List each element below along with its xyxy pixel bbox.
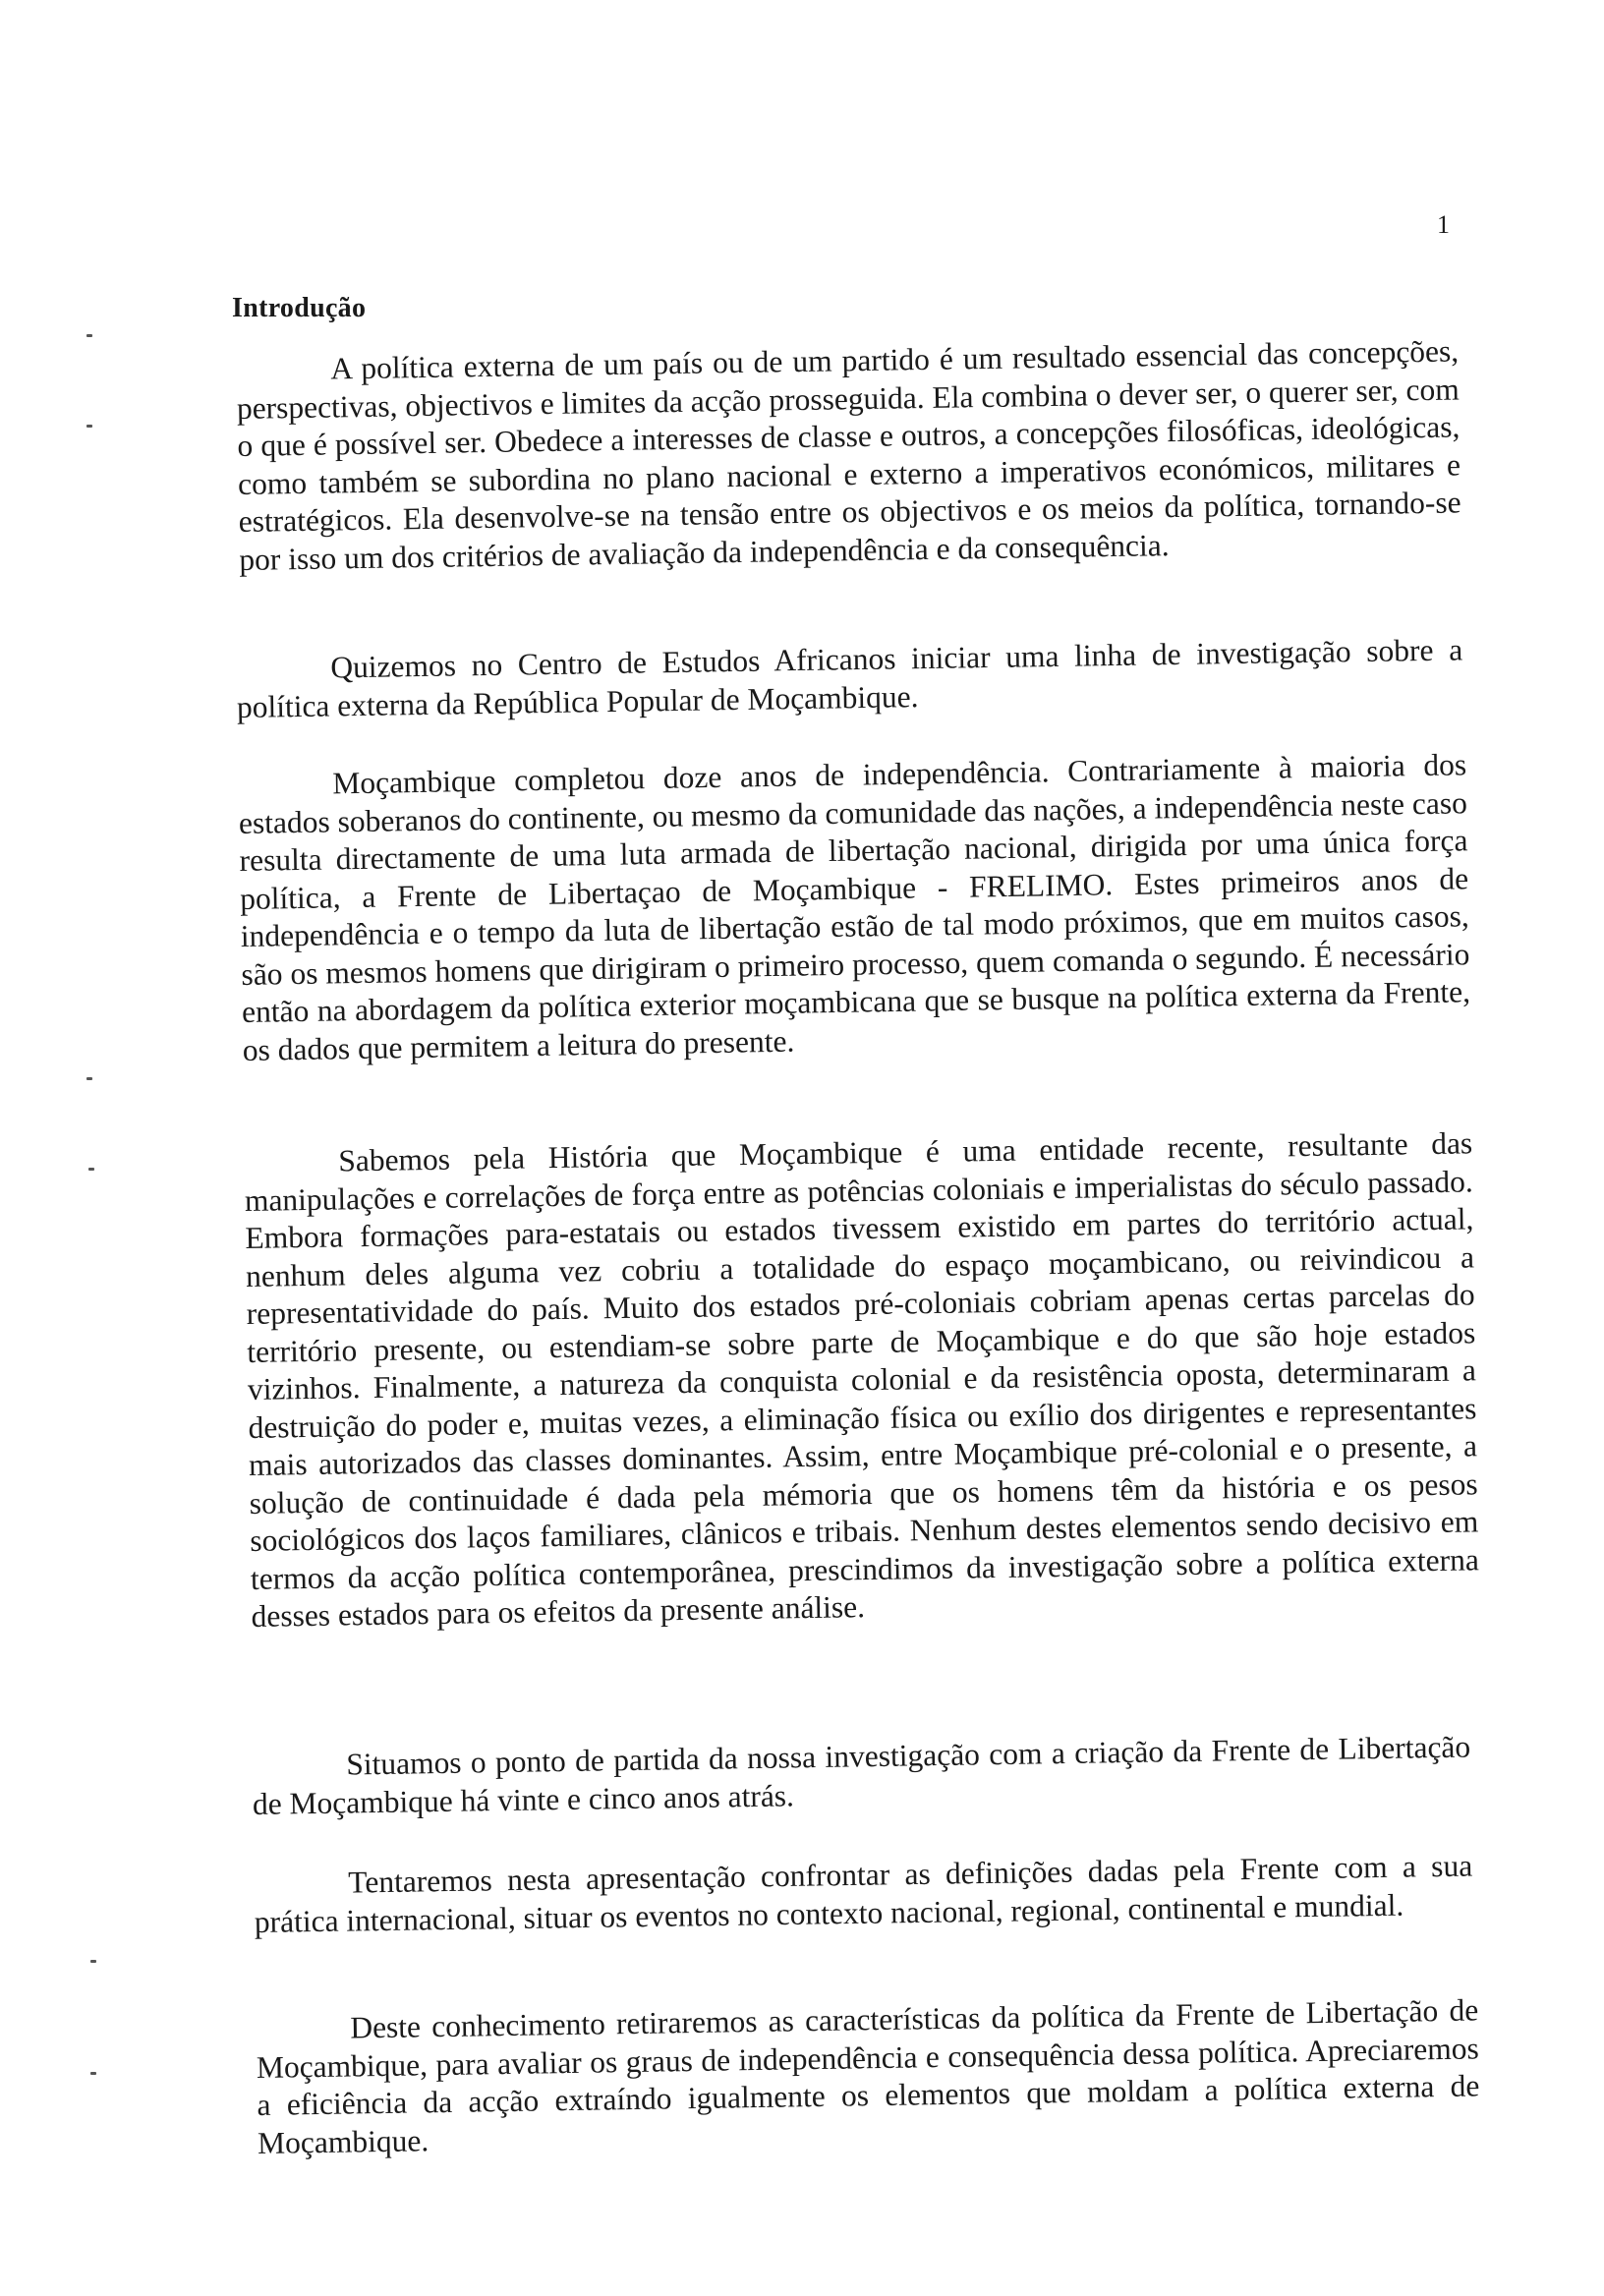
- scan-mark: [90, 2072, 96, 2075]
- page-number: 1: [1437, 210, 1450, 239]
- scan-mark: [88, 1168, 94, 1171]
- paragraph-3-text: Moçambique completou doze anos de independência. Contrariamente à maioria dos estados soberanos do continente, ou mesmo da comunidade das nações, a independência neste caso resulta directamente de uma luta armada de libertação nacional, dirigida por uma única força política, a Frente de Libertaçao de Moçambique - FRELIMO. Estes primeiros anos de independência e o tempo da luta de libertação estão de tal modo próximos, que em muitos casos, são os mesmos homens que dirigiram o primeiro processo, quem comanda o segundo. É necessário então na abordagem da política exterior moçambicana que se busque na política externa da Frente, os dados que permitem a leitura do presente.: [238, 747, 1471, 1067]
- paragraph-indent: [236, 677, 330, 679]
- paragraph-7: [256, 1991, 1480, 2162]
- paragraph-indent: [254, 1893, 348, 1894]
- paragraph-7-text: Deste conhecimento retiraremos as características da política da Frente de Libertação de Moçambique, para avaliar os graus de independência e consequência dessa política. Apreciaremos a eficiência da acção extraíndo igualmente os elementos que moldam a política externa de Moçambique.: [256, 1992, 1480, 2160]
- paragraph-1: [236, 332, 1461, 579]
- paragraph-indent: [244, 1171, 338, 1173]
- paragraph-4-text: Sabemos pela História que Moçambique é uma entidade recente, resultante das manipulações e correlações de força entre as potências coloniais e imperialistas do século passado. Embora formações para-estatais ou estados tivessem existido em partes do território actual, nenhum deles alguma vez cobriu a totalidade do espaço moçambicano, ou reivindicou a representatividade do país. Muito dos estados pré-coloniais cobriam apenas certas parcelas do território presente, ou estendiam-se sobre parte de Moçambique e do que são hoje estados vizinhos. Finalmente, a natureza da conquista colonial e da resistência oposta, determinaram a destruição do poder e, muitas vezes, a eliminação física ou exílio dos dirigentes e representantes mais autorizados das classes dominantes. Assim, entre Moçambique pré-colonial e o presente, a solução de continuidade é dada pela mémoria que os homens têm da história e os pesos sociológicos dos laços familiares, clânicos e tribais. Nenhum destes elementos sendo decisivo em termos da acção política contemporânea, prescindimos da investigação sobre a política externa desses estados para os efeitos da presente análise.: [244, 1125, 1480, 1634]
- paragraph-5: [252, 1729, 1471, 1823]
- paragraph-indent: [238, 793, 332, 795]
- section-heading: Introdução: [232, 293, 367, 323]
- paragraph-indent: [252, 1774, 346, 1776]
- paragraph-2-text: Quizemos no Centro de Estudos Africanos iniciar uma linha de investigação sobre a política externa da República Popular de Moçambique.: [236, 632, 1463, 724]
- scan-mark: [86, 425, 92, 428]
- paragraph-4: [244, 1124, 1480, 1636]
- paragraph-3: [238, 746, 1471, 1069]
- scan-mark: [86, 1077, 92, 1080]
- paragraph-indent: [236, 378, 330, 380]
- scan-mark: [86, 334, 92, 337]
- paragraph-1-text: A política externa de um país ou de um partido é um resultado essencial das concepções, perspectivas, objectivos e limites da acção prosseguida. Ela combina o dever ser, o querer ser, com o que é possível ser. Obedece a interesses de classe e outros, a concepções filosóficas, ideológicas, como também se subordina no plano nacional e externo a imperativos económicos, militares e estratégicos. Ela desenvolve-se na tensão entre os objectivos e os meios da política, tornando-se por isso um dos critérios de avaliação da independência e da consequência.: [236, 333, 1461, 577]
- paragraph-6: [254, 1848, 1473, 1941]
- paragraph-indent: [256, 2038, 350, 2039]
- scan-mark: [90, 1960, 96, 1963]
- paragraph-5-text: Situamos o ponto de partida da nossa investigação com a criação da Frente de Libertação de Moçambique há vinte e cinco anos atrás.: [252, 1729, 1471, 1821]
- paragraph-6-text: Tentaremos nesta apresentação confrontar as definições dadas pela Frente com a sua prática internacional, situar os eventos no contexto nacional, regional, continental e mundial.: [254, 1848, 1473, 1939]
- paragraph-2: [236, 631, 1463, 726]
